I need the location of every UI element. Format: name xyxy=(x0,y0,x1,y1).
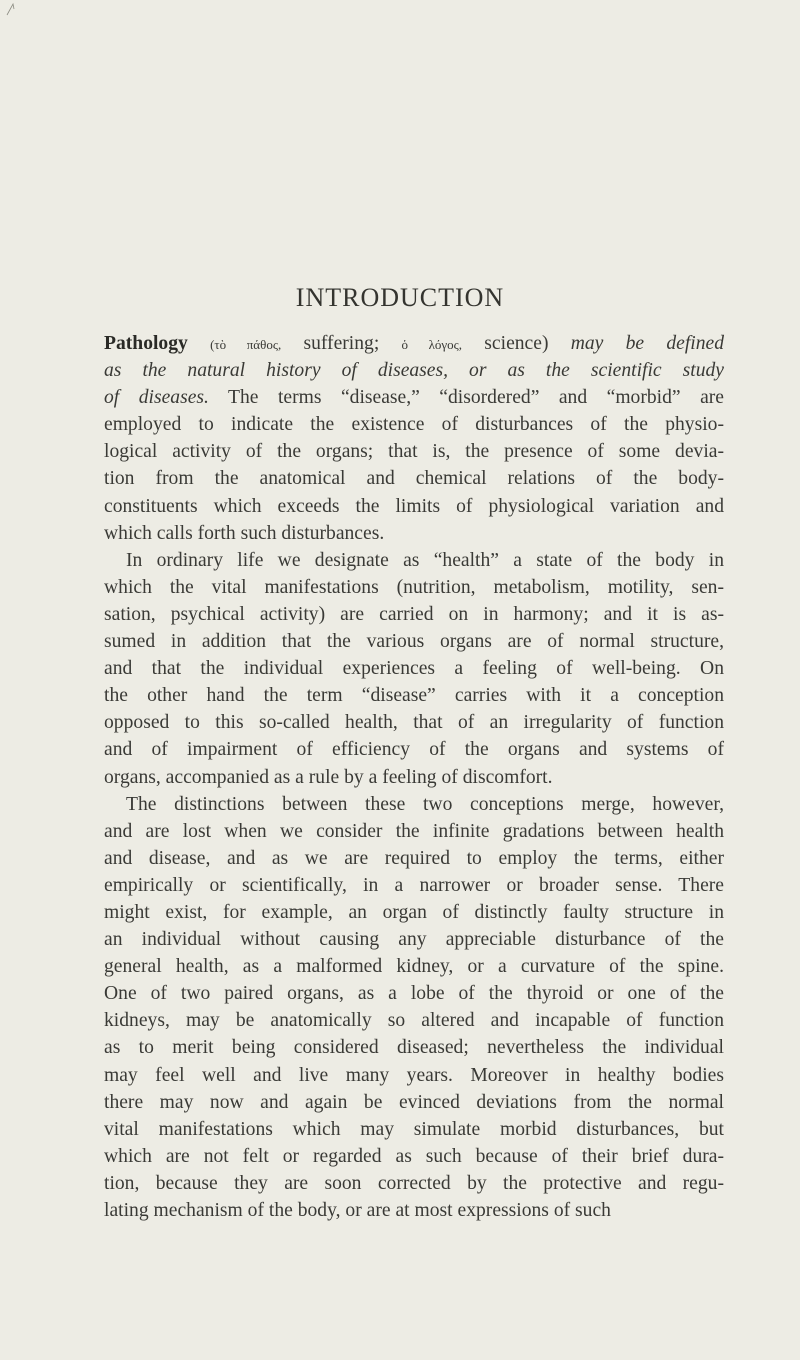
text-span: The terms “disease,” “disordered” and “morbid” are xyxy=(208,387,724,409)
text-line xyxy=(104,655,724,682)
term-pathology: Pathology xyxy=(104,333,188,354)
text-span: and disease, and as we are required to employ the terms, either xyxy=(104,847,724,869)
text-span: sumed in addition that the various organs are of normal structure, xyxy=(104,631,724,653)
text-span: which the vital manifestations (nutrition, metabolism, motility, sen- xyxy=(104,576,724,598)
text-span: general health, as a malformed kidney, or a curvature of the spine. xyxy=(104,956,724,978)
text-line xyxy=(104,465,724,492)
text-line xyxy=(104,980,724,1007)
text-line xyxy=(104,384,724,411)
text-line xyxy=(104,1143,724,1170)
text-line xyxy=(104,872,724,899)
text-span: lating mechanism of the body, or are at most expressions of such xyxy=(104,1200,611,1221)
text-span: kidneys, may be anatomically so altered and incapable of function xyxy=(104,1010,724,1032)
text-span: the other hand the term “disease” carries with it a conception xyxy=(104,685,724,707)
text-span: constituents which exceeds the limits of physiological variation and xyxy=(104,495,724,517)
text-span: vital manifestations which may simulate morbid disturbances, but xyxy=(104,1118,724,1140)
text-span: logical activity of the organs; that is, the presence of some devia- xyxy=(104,441,724,463)
text-line xyxy=(104,1170,724,1197)
text-span: empirically or scientifically, in a narrower or broader sense. There xyxy=(104,874,724,896)
text-line xyxy=(104,330,724,357)
greek-pathos: (τὸ πάθος, xyxy=(210,337,282,352)
text-line xyxy=(104,411,724,438)
text-span: employed to indicate the existence of disturbances of the physio- xyxy=(104,414,724,436)
text-line xyxy=(104,1197,724,1224)
body-text xyxy=(104,330,724,1224)
text-line xyxy=(104,1116,724,1143)
text-span: and of impairment of efficiency of the organs and systems of xyxy=(104,739,724,761)
text-span: and that the individual experiences a feeling of well-being. On xyxy=(104,658,724,680)
text-span: In ordinary life we designate as “health” a state of the body in xyxy=(126,549,724,571)
text-line xyxy=(104,628,724,655)
corner-check-mark xyxy=(6,0,22,16)
text-line xyxy=(104,682,724,709)
text-span: as to merit being considered diseased; nevertheless the individual xyxy=(104,1037,724,1059)
text-span: may feel well and live many years. Moreover in healthy bodies xyxy=(104,1064,724,1086)
text-line xyxy=(104,845,724,872)
text-line xyxy=(104,1062,724,1089)
gloss-suffering: suffering; xyxy=(281,333,402,354)
chapter-heading: INTRODUCTION xyxy=(295,283,505,312)
definition-italic: of diseases. xyxy=(104,387,209,409)
text-line xyxy=(104,438,724,465)
text-line xyxy=(104,1089,724,1116)
greek-logos: ὁ λόγος, xyxy=(401,337,463,352)
text-line xyxy=(104,357,724,384)
text-line xyxy=(104,953,724,980)
text-span: opposed to this so-called health, that of an irregularity of function xyxy=(104,712,724,734)
text-line xyxy=(104,1007,724,1034)
definition-italic: may be defined xyxy=(570,333,724,354)
text-line xyxy=(104,926,724,953)
text-line xyxy=(104,818,724,845)
text-span: sation, psychical activity) are carried on in harmony; and it is as- xyxy=(104,603,724,625)
definition-italic: as the natural history of diseases, or as the scientific study xyxy=(104,360,724,382)
text-line xyxy=(104,601,724,628)
text-line xyxy=(104,899,724,926)
text-line xyxy=(104,574,724,601)
text-span: tion from the anatomical and chemical relations of the body- xyxy=(104,468,724,490)
text-line xyxy=(104,493,724,520)
text-span: One of two paired organs, as a lobe of the thyroid or one of the xyxy=(104,983,724,1005)
text-span: which calls forth such disturbances. xyxy=(104,522,385,544)
text-span: and are lost when we consider the infinite gradations between health xyxy=(104,820,724,842)
text-span: an individual without causing any appreciable disturbance of the xyxy=(104,929,724,951)
gloss-science: science) xyxy=(462,333,571,354)
text-span: might exist, for example, an organ of distinctly faulty structure in xyxy=(104,901,724,923)
text-line xyxy=(104,736,724,763)
text-span: tion, because they are soon corrected by the protective and regu- xyxy=(104,1172,724,1194)
text-span: there may now and again be evinced deviations from the normal xyxy=(104,1091,724,1113)
text-line xyxy=(104,791,724,818)
text-line xyxy=(104,764,724,791)
text-span: The distinctions between these two conceptions merge, however, xyxy=(126,793,724,815)
text-line xyxy=(104,709,724,736)
text-span: organs, accompanied as a rule by a feeling of discomfort. xyxy=(104,766,553,788)
text-span: which are not felt or regarded as such because of their brief dura- xyxy=(104,1145,724,1167)
text-line xyxy=(104,1034,724,1061)
text-line xyxy=(104,520,724,547)
text-line xyxy=(104,547,724,574)
